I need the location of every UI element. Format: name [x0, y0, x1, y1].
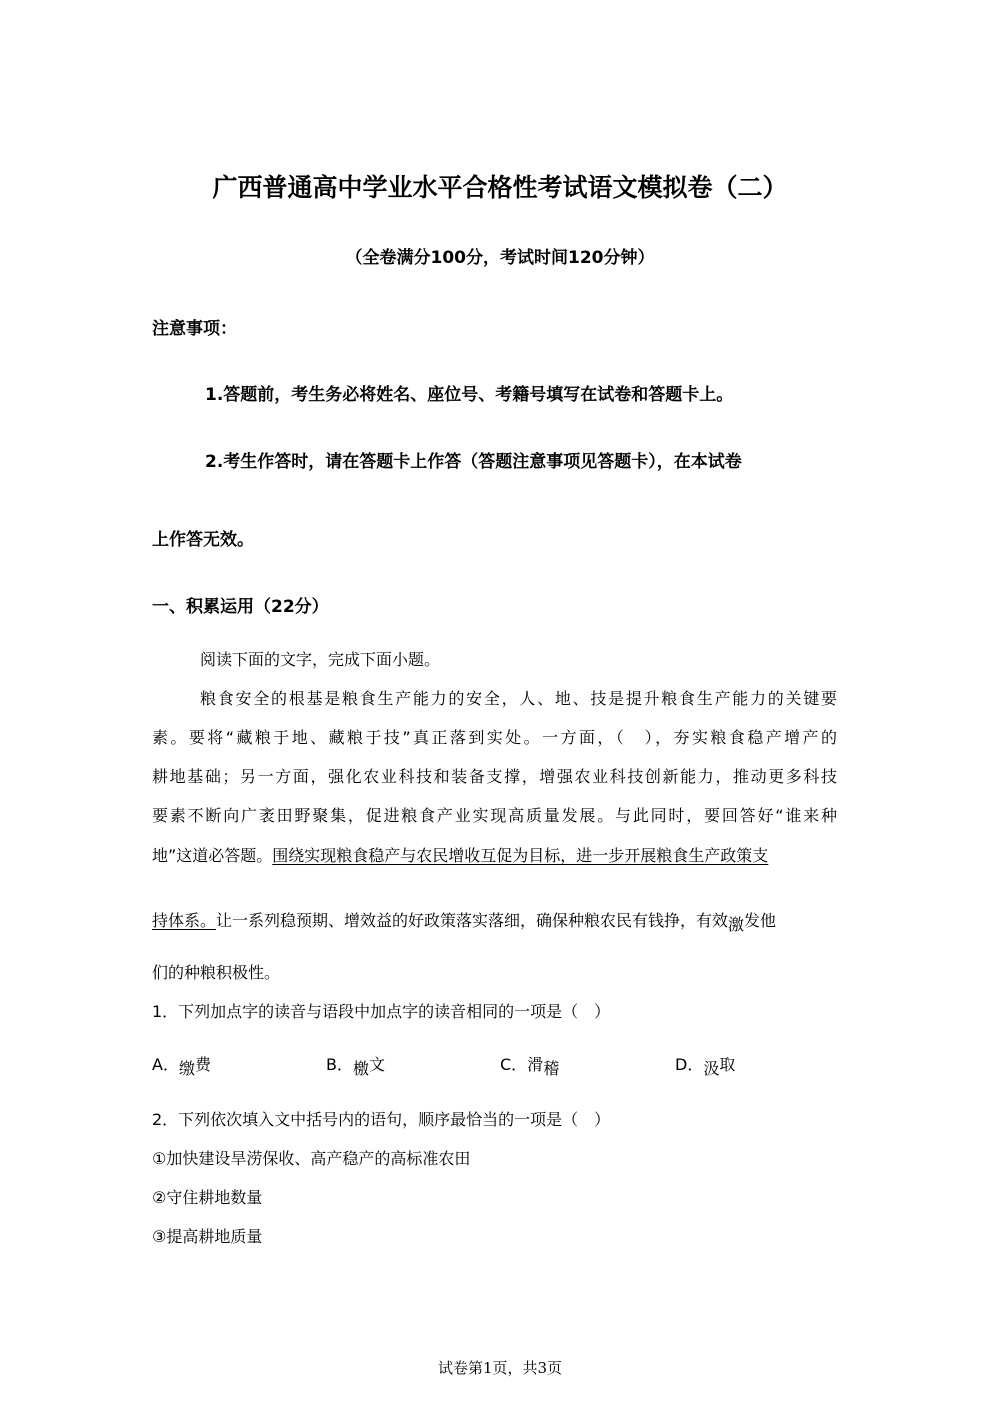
exam-subtitle: （全卷满分100分，考试时间120分钟）	[345, 248, 655, 268]
option-letter: B．	[326, 1055, 353, 1074]
passage-line-6-text-a: 让一系列稳预期、增效益的好政策落实落细，确保种粮农民有钱挣，有效	[216, 911, 729, 930]
option-dotted-char: 缴	[178, 1059, 195, 1078]
question-2-item-3: ③提高耕地质量	[152, 1227, 263, 1246]
option-letter: A．	[152, 1055, 179, 1074]
question-1-option-d	[675, 1052, 736, 1078]
question-1-option-b	[326, 1052, 386, 1078]
option-text: 滑	[527, 1055, 544, 1074]
question-1-option-c	[500, 1052, 560, 1078]
notice-item-1: 1.答题前，考生务必将姓名、座位号、考籍号填写在试卷和答题卡上。	[205, 385, 734, 405]
notice-heading: 注意事项：	[152, 319, 237, 339]
option-letter: C．	[500, 1055, 528, 1074]
passage-line-3: 耕地基础；另一方面，强化农业科技和装备支撑，增强农业科技创新能力，推动更多科技	[152, 767, 837, 786]
option-dotted-char: 稽	[543, 1059, 560, 1078]
question-1-option-a	[152, 1052, 211, 1078]
passage-line-6-text-b: 发他	[744, 911, 777, 930]
underlined-sentence-part-1: 围绕实现粮食稳产与农民增收互促为目标，进一步开展粮食生产政策支	[272, 846, 769, 865]
passage-line-5-text: 地”这道必答题。	[152, 846, 273, 865]
option-text: 文	[369, 1055, 386, 1074]
passage-line-1: 粮食安全的根基是粮食生产能力的安全，人、地、技是提升粮食生产能力的关键要	[200, 689, 837, 708]
passage-line-7: 们的种粮积极性。	[152, 963, 281, 982]
question-2-stem: 2．下列依次填入文中括号内的语句，顺序最恰当的一项是（ ）	[152, 1110, 611, 1129]
option-dotted-char: 汲	[703, 1059, 720, 1078]
question-1-stem: 1．下列加点字的读音与语段中加点字的读音相同的一项是（ ）	[152, 1002, 611, 1021]
notice-item-2-line-1: 2.考生作答时，请在答题卡上作答（答题注意事项见答题卡），在本试卷	[205, 452, 742, 472]
passage-line-2: 素。要将“藏粮于地、藏粮于技”真正落到实处。一方面，（ ），夯实粮食稳产增产的	[152, 728, 837, 747]
notice-item-2-line-2: 上作答无效。	[152, 530, 254, 550]
reading-instruction: 阅读下面的文字，完成下面小题。	[200, 650, 441, 669]
passage-line-4: 要素不断向广袤田野聚集，促进粮食产业实现高质量发展。与此同时，要回答好“谁来种	[152, 806, 837, 825]
option-text: 取	[719, 1055, 736, 1074]
section-1-heading: 一、积累运用（22分）	[152, 597, 329, 617]
question-2-item-1: ①加快建设旱涝保收、高产稳产的高标准农田	[152, 1149, 471, 1168]
passage-line-5	[152, 843, 768, 866]
question-2-item-2: ②守住耕地数量	[152, 1188, 263, 1207]
page-footer: 试卷第1页，共3页	[437, 1359, 563, 1377]
dotted-char: 激	[728, 915, 745, 934]
option-text: 费	[194, 1055, 211, 1074]
underlined-sentence-part-2: 持体系。	[152, 911, 217, 930]
option-dotted-char: 檄	[352, 1059, 369, 1078]
passage-line-6	[152, 908, 777, 934]
exam-title: 广西普通高中学业水平合格性考试语文模拟卷（二）	[212, 173, 788, 202]
option-letter: D．	[675, 1055, 704, 1074]
